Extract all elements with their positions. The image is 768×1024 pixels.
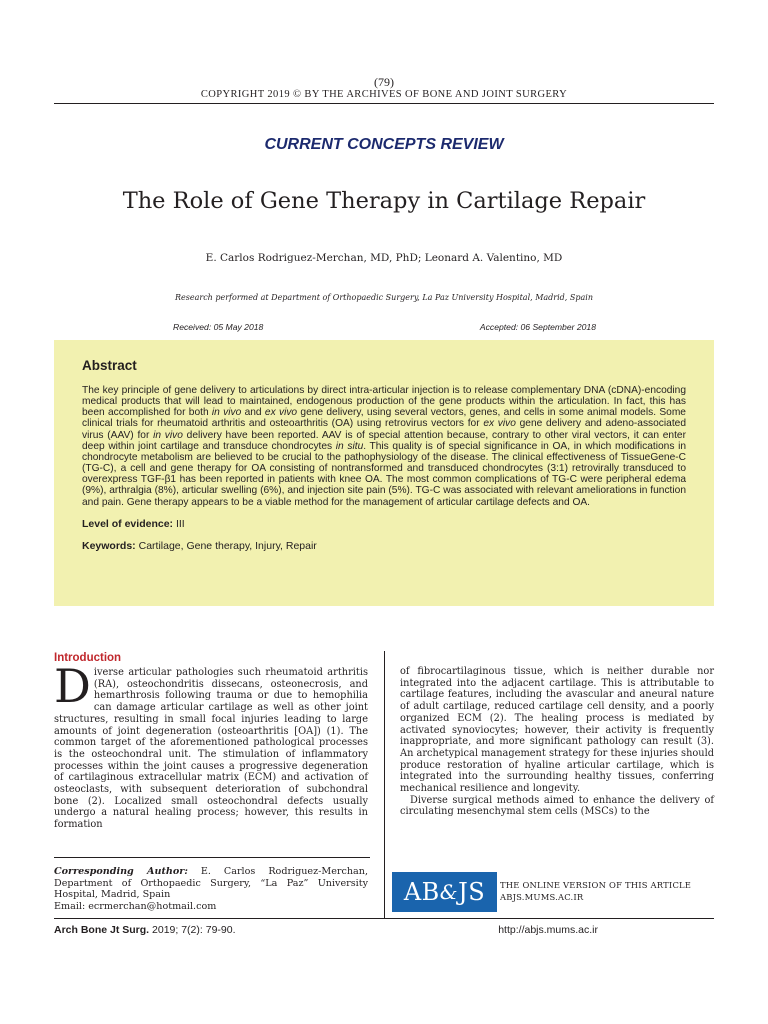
article-title: The Role of Gene Therapy in Cartilage Repair [122,188,646,214]
received-date: Received: 05 May 2018 [173,322,264,332]
correspondence-email[interactable]: Email: ecrmerchan@hotmail.com [54,900,217,912]
online-version-note: THE ONLINE VERSION OF THIS ARTICLE ABJS.MUMS.AC.IR [500,880,692,902]
author-list: E. Carlos Rodriguez-Merchan, MD, PhD; Leonard A. Valentino, MD [205,252,563,264]
affiliation: Research performed at Department of Orthopaedic Surgery, La Paz University Hospital, Madrid, Spain [175,293,593,302]
body-paragraph: of fibrocartilaginous tissue, which is neither durable nor integrated into the adjacent cartilage. This is attributable to cartilage features, including the avascular and aneural nature of adult cartilage, reduced cartilage cell density, and a poorly organized ECM (2). The healing process is mediated by activated synoviocytes; however, their activity is frequently inappropriate, and more significant pathology can result (3). An archetypical management strategy for these injuries should produce restoration of hyaline articular cartilage, which is integrated into the surrounding healthy tissues, conferring mechanical resilience and longevity. [400,666,714,795]
introduction-heading: Introduction [54,652,122,664]
running-head [54,76,714,101]
body-column-right [400,666,714,818]
footer-rule [54,918,714,919]
introduction-paragraph: Diverse articular pathologies such rheumatoid arthritis (RA), osteochondritis dissecans, osteonecrosis, and hemarthrosis following trauma or due to hemophilia can damage articular cartilage as well as other joint structures, resulting in small focal injuries leading to large amounts of joint degeneration (osteoarthritis [OA]) (1). The common target of the aforementioned pathological processes is the osteochondral unit. The stimulation of inflammatory processes within the joint causes a progressive degeneration of cartilaginous extracellular matrix (ECM) and activation of osteoclasts, with subsequent deterioration of subchondral bone (2). Localized small osteochondral defects usually undergo a natural healing process; however, this results in formation [54,659,368,831]
abstract-box [54,340,714,606]
correspondence-rule [54,857,370,858]
body-column-left [54,651,368,831]
journal-url[interactable]: http://abjs.mums.ac.ir [498,924,598,936]
keywords: Keywords: Cartilage, Gene therapy, Injury, Repair [82,539,317,552]
header-rule [54,103,714,104]
correspondence-block: Corresponding Author: E. Carlos Rodriguez-Merchan, Department of Orthopaedic Surgery, “La Paz” University Hospital, Madrid, Spain Email: ecrmerchan@hotmail.com [54,866,368,912]
copyright-line: COPYRIGHT 2019 © BY THE ARCHIVES OF BONE AND JOINT SURGERY [200,89,568,100]
accepted-date: Accepted: 06 September 2018 [479,322,596,332]
abstract-text: The key principle of gene delivery to articulations by direct intra-articular injection is to release complementary DNA (cDNA)-encoding medical products that will lead to maintained, endogenous production of the gene products within the articulation. In fact, this has been accomplished for both in vivo and ex vivo gene delivery, using several vectors, genes, and cells in some animal models. Some clinical trials for rheumatoid arthritis and osteoarthritis (OA) using retrovirus vectors for ex vivo gene delivery and adeno-associated virus (AAV) for in vivo delivery have been reported. AAV is of special attention because, contrary to other viral vectors, it can enter deep within joint cartilage and transduce chondrocytes in situ. This quality is of special significance in OA, in which modifications in chondrocyte metabolism are believed to be crucial to the pathophysiology of the disease. The clinical effectiveness of TissueGene-C (TG-C), a cell and gene therapy for OA consisting of nontransformed and transduced chondrocytes (3:1) retrovirally transduced to overexpress TGF-β1 has been reported in patients with knee OA. The most common complications of TG-C were peripheral edema (9%), arthralgia (8%), articular swelling (6%), and injection site pain (5%). TG-C was associated with relevant ameliorations in function and pain. Gene therapy appears to be a viable method for the management of articular cartilage defects and OA. [82,385,687,508]
section-label: CURRENT CONCEPTS REVIEW [264,136,504,153]
body-paragraph: Diverse surgical methods aimed to enhance the delivery of circulating mesenchymal stem cells (MSCs) to the [400,794,714,818]
abstract-heading: Abstract [82,358,137,373]
abjs-logo: AB & JS [392,872,497,912]
page-number: (79) [374,75,394,89]
level-of-evidence: Level of evidence: III [82,517,185,530]
online-version-link[interactable]: ABJS.MUMS.AC.IR [500,892,584,902]
journal-citation: Arch Bone Jt Surg. 2019; 7(2): 79-90. [54,924,236,936]
column-divider [384,651,385,918]
drop-cap: D [54,659,91,713]
